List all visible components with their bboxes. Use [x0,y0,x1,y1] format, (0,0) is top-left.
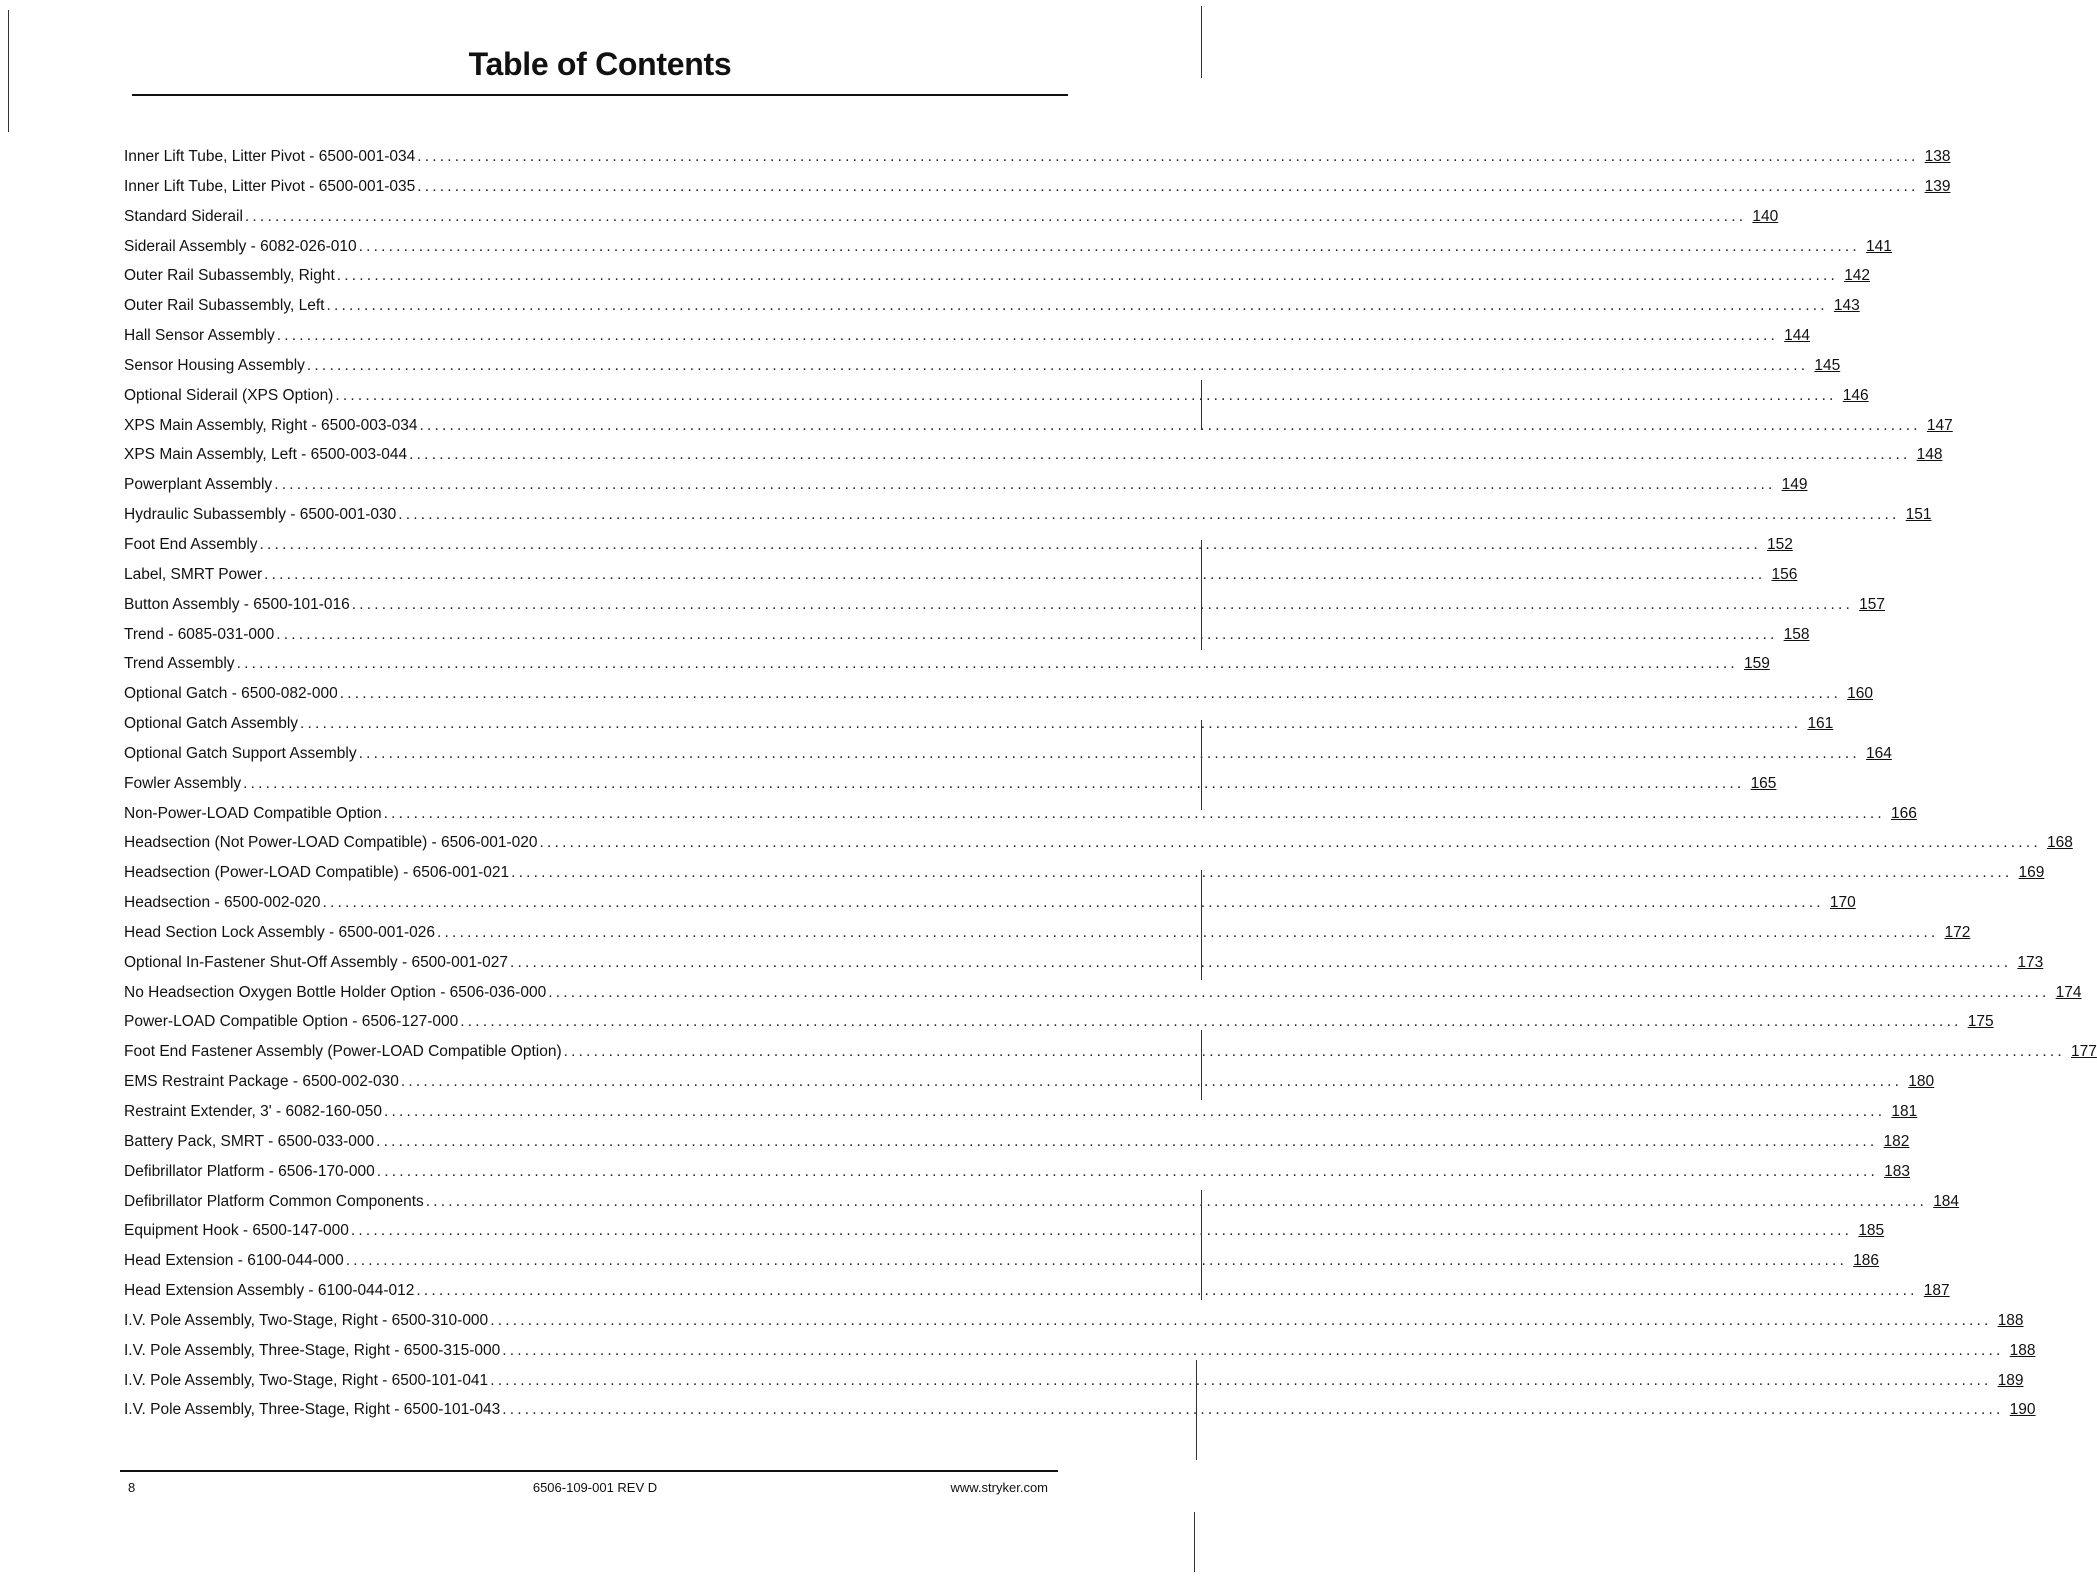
toc-entry-title: Powerplant Assembly [124,476,273,494]
dot-leader: ........................................................................................................................................................................................................ [502,1341,2004,1359]
toc-entry[interactable] [124,470,1808,500]
toc-entry-title: XPS Main Assembly, Left - 6500-003-044 [124,446,408,464]
toc-entry[interactable] [124,1366,2024,1396]
scan-edge-mark [1201,1030,1202,1100]
toc-entry-page-link[interactable]: 174 [2055,983,2082,1001]
toc-entry-page-link[interactable]: 159 [1743,655,1770,673]
toc-entry-title: Optional In-Fastener Shut-Off Assembly - 6500-001-027 [124,953,508,971]
toc-entry[interactable] [124,679,1873,709]
dot-leader: ........................................................................................................................................................................................................ [236,655,1738,673]
toc-entry-page-link[interactable]: 160 [1847,685,1873,703]
page-title: Table of Contents [468,46,732,82]
toc-entry[interactable] [124,500,1932,530]
toc-entry-page-link[interactable]: 139 [1924,177,1951,195]
scan-edge-mark [1201,6,1202,78]
dot-leader: ........................................................................................................................................................................................................ [335,386,1837,404]
dot-leader: ........................................................................................................................................................................................................ [358,237,1860,255]
dot-leader: ........................................................................................................................................................................................................ [376,1162,1878,1180]
toc-entry[interactable] [124,172,1951,202]
toc-entry-page-link[interactable]: 175 [1967,1013,1994,1031]
toc-entry[interactable] [124,142,1951,172]
toc-entry[interactable] [124,351,1841,381]
dot-leader: ........................................................................................................................................................................................................ [274,476,1776,494]
dot-leader: ........................................................................................................................................................................................................ [336,267,1839,285]
dot-leader: ........................................................................................................................................................................................................ [409,446,1911,464]
toc-entry-page-link[interactable]: 161 [1807,715,1834,733]
dot-leader: ........................................................................................................................................................................................................ [384,1103,1886,1120]
toc-entry[interactable] [124,1246,1880,1276]
toc-entry-title: Head Extension - 6100-044-000 [124,1252,344,1270]
toc-entry-title: Trend - 6085-031-000 [124,625,275,643]
toc-entry[interactable] [124,530,1793,560]
toc-entry-title: Equipment Hook - 6500-147-000 [124,1222,349,1240]
toc-entry-title: Defibrillator Platform Common Components [124,1192,424,1210]
toc-entry-title: Standard Siderail [124,207,243,225]
toc-entry[interactable] [124,590,1886,620]
toc-entry-page-link[interactable]: 143 [1833,297,1860,315]
scan-edge-mark [1196,1360,1197,1460]
toc-entry[interactable] [124,261,1871,291]
dot-leader: ........................................................................................................................................................................................................ [419,416,1921,434]
dot-leader: ........................................................................................................................................................................................................ [376,1132,1878,1150]
toc-entry-page-link[interactable]: 164 [1866,744,1892,762]
toc-entry[interactable] [124,649,1770,679]
dot-leader: ........................................................................................................................................................................................................ [398,506,1900,524]
toc-entry-title: Headsection (Not Power-LOAD Compatible) - 6506-001-020 [124,834,538,852]
scan-edge-mark [1201,380,1202,430]
toc-entry[interactable] [124,1007,1994,1037]
toc-entry-title: Head Section Lock Assembly - 6500-001-026 [124,923,436,941]
toc-entry-page-link[interactable]: 140 [1752,207,1779,225]
toc-entry[interactable] [124,858,2045,888]
toc-entry-page-link[interactable]: 158 [1783,625,1810,643]
toc-entry-page-link[interactable]: 146 [1842,386,1869,404]
toc-entry-title: Fowler Assembly [124,774,242,792]
dot-leader: ........................................................................................................................................................................................................ [358,744,1860,762]
dot-leader: ........................................................................................................................................................................................................ [259,535,1761,553]
toc-entry[interactable] [124,1127,1910,1157]
toc-entry-page-link[interactable]: 187 [1923,1282,1950,1300]
dot-leader: ........................................................................................................................................................................................................ [244,207,1747,225]
table-of-contents [124,142,2097,1425]
toc-entry[interactable] [124,709,1834,739]
toc-entry[interactable] [124,1157,1910,1187]
toc-entry-page-link[interactable]: 144 [1784,327,1811,345]
toc-entry[interactable] [124,1306,2024,1336]
dot-leader: ........................................................................................................................................................................................................ [351,595,1854,613]
toc-entry[interactable] [124,799,1917,829]
toc-entry-title: Headsection - 6500-002-020 [124,894,321,912]
toc-entry-page-link[interactable]: 170 [1829,894,1856,912]
toc-entry[interactable] [124,948,2044,978]
toc-entry[interactable] [124,739,1892,769]
toc-entry[interactable] [124,291,1860,321]
dot-leader: ........................................................................................................................................................................................................ [306,356,1809,374]
toc-entry-title: Inner Lift Tube, Litter Pivot - 6500-001-034 [124,148,416,165]
scan-edge-mark [1201,870,1202,980]
toc-entry-page-link[interactable]: 177 [2071,1043,2097,1061]
header-rule [132,94,1068,96]
toc-entry-page-link[interactable]: 152 [1766,535,1793,553]
toc-entry-page-link[interactable]: 183 [1884,1162,1910,1180]
toc-entry-page-link[interactable]: 145 [1814,356,1841,374]
toc-entry-title: Non-Power-LOAD Compatible Option [124,804,382,822]
toc-entry-title: Foot End Fastener Assembly (Power-LOAD Compatible Option) [124,1043,562,1061]
toc-entry[interactable] [124,1395,2036,1425]
dot-leader: ........................................................................................................................................................................................................ [509,953,2012,971]
toc-entry[interactable] [124,888,1856,918]
dot-leader: ........................................................................................................................................................................................................ [350,1222,1853,1240]
toc-entry-title: Headsection (Power-LOAD Compatible) - 6506-001-021 [124,864,510,882]
dot-leader: ........................................................................................................................................................................................................ [417,148,1919,165]
dot-leader: ........................................................................................................................................................................................................ [400,1073,1903,1091]
toc-entry[interactable] [124,1216,1885,1246]
toc-entry-page-link[interactable]: 141 [1866,237,1892,255]
toc-entry-page-link[interactable]: 166 [1891,804,1917,822]
dot-leader: ........................................................................................................................................................................................................ [563,1043,2065,1061]
toc-entry-page-link[interactable]: 149 [1781,476,1808,494]
toc-entry-title: Outer Rail Subassembly, Right [124,267,335,285]
toc-entry-page-link[interactable]: 184 [1933,1192,1960,1210]
toc-entry-page-link[interactable]: 157 [1859,595,1886,613]
dot-leader: ........................................................................................................................................................................................................ [437,923,1939,941]
dot-leader: ........................................................................................................................................................................................................ [490,1371,1992,1389]
toc-entry-page-link[interactable]: 188 [2009,1341,2036,1359]
toc-entry-page-link[interactable]: 156 [1771,565,1798,583]
toc-entry[interactable] [124,828,2073,858]
toc-entry-title: Inner Lift Tube, Litter Pivot - 6500-001-035 [124,177,416,195]
toc-entry-title: Foot End Assembly [124,535,258,553]
dot-leader: ........................................................................................................................................................................................................ [276,327,1779,345]
toc-entry[interactable] [124,1187,1960,1217]
dot-leader: ........................................................................................................................................................................................................ [490,1311,1992,1329]
toc-entry-page-link[interactable]: 165 [1750,774,1777,792]
toc-entry[interactable] [124,769,1777,799]
dot-leader: ........................................................................................................................................................................................................ [548,983,2050,1001]
toc-entry[interactable] [124,1097,1918,1127]
toc-entry-title: Button Assembly - 6500-101-016 [124,595,350,613]
toc-entry-title: Siderail Assembly - 6082-026-010 [124,237,357,255]
toc-entry-title: I.V. Pole Assembly, Three-Stage, Right - 6500-101-043 [124,1401,501,1419]
toc-entry-page-link[interactable]: 138 [1924,148,1951,165]
dot-leader: ........................................................................................................................................................................................................ [339,685,1841,703]
toc-entry-title: XPS Main Assembly, Right - 6500-003-034 [124,416,418,434]
dot-leader: ........................................................................................................................................................................................................ [511,864,2013,882]
dot-leader: ........................................................................................................................................................................................................ [502,1401,2004,1419]
toc-entry-page-link[interactable]: 172 [1944,923,1971,941]
toc-entry-page-link[interactable]: 168 [2046,834,2073,852]
toc-entry-title: Hydraulic Subassembly - 6500-001-030 [124,506,397,524]
toc-entry[interactable] [124,440,1943,470]
toc-entry-title: No Headsection Oxygen Bottle Holder Option - 6506-036-000 [124,983,547,1001]
toc-entry-title: Head Extension Assembly - 6100-044-012 [124,1282,415,1300]
toc-entry-page-link[interactable]: 180 [1908,1073,1935,1091]
footer-document-number: 6506-109-001 REV D [532,1480,658,1495]
toc-entry[interactable] [124,620,1810,650]
toc-entry[interactable] [124,381,1869,411]
toc-entry[interactable] [124,411,1953,441]
toc-entry-title: Outer Rail Subassembly, Left [124,297,325,315]
scan-edge-mark [1201,720,1202,810]
toc-entry-title: Sensor Housing Assembly [124,356,305,374]
dot-leader: ........................................................................................................................................................................................................ [539,834,2041,852]
toc-entry-page-link[interactable]: 142 [1844,267,1871,285]
toc-entry-title: Restraint Extender, 3' - 6082-160-050 [124,1103,383,1120]
toc-entry-title: I.V. Pole Assembly, Three-Stage, Right - 6500-315-000 [124,1341,501,1359]
dot-leader: ........................................................................................................................................................................................................ [300,715,1802,733]
dot-leader: ........................................................................................................................................................................................................ [322,894,1824,912]
toc-entry-title: Optional Siderail (XPS Option) [124,386,334,404]
footer-page-number: 8 [128,1480,136,1495]
scan-edge-mark [1201,540,1202,650]
dot-leader: ........................................................................................................................................................................................................ [417,177,1919,195]
toc-entry-title: Power-LOAD Compatible Option - 6506-127-000 [124,1013,459,1031]
toc-entry-title: Optional Gatch Assembly [124,715,299,733]
toc-entry[interactable] [124,1067,1935,1097]
toc-entry[interactable] [124,321,1811,351]
toc-entry[interactable] [124,1276,1950,1306]
toc-entry-page-link[interactable]: 186 [1853,1252,1880,1270]
toc-entry-title: I.V. Pole Assembly, Two-Stage, Right - 6500-101-041 [124,1371,489,1389]
dot-leader: ........................................................................................................................................................................................................ [345,1252,1848,1270]
toc-entry-title: Optional Gatch - 6500-082-000 [124,685,338,703]
toc-entry[interactable] [124,1336,2036,1366]
dot-leader: ........................................................................................................................................................................................................ [416,1282,1918,1300]
toc-entry-title: Label, SMRT Power [124,565,263,583]
toc-entry-title: Optional Gatch Support Assembly [124,744,357,762]
toc-entry[interactable] [124,978,2082,1008]
dot-leader: ........................................................................................................................................................................................................ [276,625,1778,643]
toc-entry-page-link[interactable]: 181 [1891,1103,1918,1120]
toc-entry-page-link[interactable]: 173 [2017,953,2044,971]
toc-entry-page-link[interactable]: 182 [1883,1132,1910,1150]
toc-entry[interactable] [124,560,1798,590]
toc-entry-title: EMS Restraint Package - 6500-002-030 [124,1073,399,1091]
toc-entry-page-link[interactable]: 189 [1997,1371,2024,1389]
footer-url: www.stryker.com [950,1480,1048,1495]
toc-entry[interactable] [124,1037,2097,1067]
footer-rule [120,1470,1058,1472]
toc-entry-page-link[interactable]: 148 [1916,446,1943,464]
dot-leader: ........................................................................................................................................................................................................ [425,1192,1928,1210]
toc-entry-page-link[interactable]: 147 [1926,416,1953,434]
dot-leader: ........................................................................................................................................................................................................ [383,804,1885,822]
toc-entry-page-link[interactable]: 151 [1905,506,1932,524]
toc-entry-page-link[interactable]: 169 [2018,864,2045,882]
toc-entry-title: Battery Pack, SMRT - 6500-033-000 [124,1132,375,1150]
toc-entry-page-link[interactable]: 188 [1997,1311,2024,1329]
dot-leader: ........................................................................................................................................................................................................ [326,297,1828,315]
toc-entry[interactable] [124,918,1971,948]
toc-entry-title: Trend Assembly [124,655,235,673]
toc-entry[interactable] [124,202,1779,232]
scan-edge-mark [8,10,9,132]
toc-entry-page-link[interactable]: 190 [2009,1401,2036,1419]
dot-leader: ........................................................................................................................................................................................................ [243,774,1745,792]
scan-edge-mark [1194,1512,1195,1572]
toc-entry-title: I.V. Pole Assembly, Two-Stage, Right - 6500-310-000 [124,1311,489,1329]
toc-entry[interactable] [124,232,1892,262]
toc-entry-title: Defibrillator Platform - 6506-170-000 [124,1162,375,1180]
toc-entry-title: Hall Sensor Assembly [124,327,275,345]
scan-edge-mark [1201,1190,1202,1300]
toc-entry-page-link[interactable]: 185 [1858,1222,1885,1240]
dot-leader: ........................................................................................................................................................................................................ [460,1013,1962,1031]
dot-leader: ........................................................................................................................................................................................................ [264,565,1766,583]
